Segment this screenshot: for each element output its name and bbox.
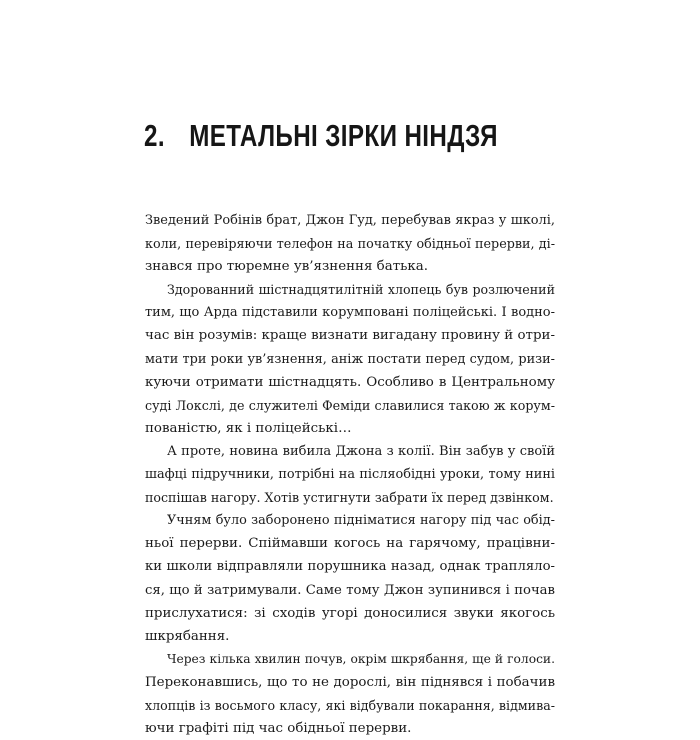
text-line: прислухатися: зі сходів угорі доносилися звуки якогось [145,605,555,621]
chapter-number: 2. [144,118,165,153]
text-line: поспішав нагору. Хотів устигнути забрати їх перед дзвінком. [145,490,554,506]
text-line: шафці підручники, потрібні на післяобідні уроки, тому нині [145,467,555,483]
text-line: Здорованний шістнадцятилітній хлопець був розлючений [167,282,555,298]
chapter-body [145,209,555,740]
text-line: суді Локслі, де служителі Феміди славилися такою ж корум- [145,397,555,413]
text-line: час він розумів: краще визнати вигадану провину й отри- [145,328,555,344]
text-line: А проте, новина вибила Джона з колії. Він забув у своїй [167,443,555,459]
text-line: Учням було заборонено підніматися нагору під час обід- [167,513,555,529]
text-line: Через кілька хвилин почув, окрім шкрябання, ще й голоси. [167,651,555,666]
text-line: тим, що Арда підставили корумповані поліцейські. І водно- [145,305,555,321]
text-line: ки школи відправляли порушника назад, однак траплялo- [145,559,555,575]
text-line: мати три роки ув’язнення, аніж постати перед судом, ризи- [145,351,555,367]
text-line: куючи отримати шістнадцять. Особливо в Центральному [145,374,555,390]
text-line: Переконавшись, що то не дорослі, він піднявся і побачив [145,674,555,690]
text-line: коли, перевіряючи телефон на початку обідньої перерви, ді- [145,236,555,252]
chapter-title-text: МЕТАЛЬНІ ЗІРКИ НІНДЗЯ [189,118,498,153]
text-line: ючи графіті під час обідньої перерви. [145,721,412,737]
chapter-heading [144,116,498,156]
text-line: знався про тюремне ув’язнення батька. [145,259,429,275]
text-line: ньої перерви. Спіймавши когось на гарячому, працівни- [145,536,555,552]
text-line: пованістю, як і поліцейські… [145,420,352,436]
text-line: хлопців із восьмого класу, які відбували покарання, відмива- [145,697,555,713]
text-line: ся, що й затримували. Саме тому Джон зупинився і почав [145,582,555,598]
text-line: шкрябання. [145,628,230,644]
text-line: Зведений Робінів брат, Джон Гуд, перебував якраз у школі, [145,213,555,228]
